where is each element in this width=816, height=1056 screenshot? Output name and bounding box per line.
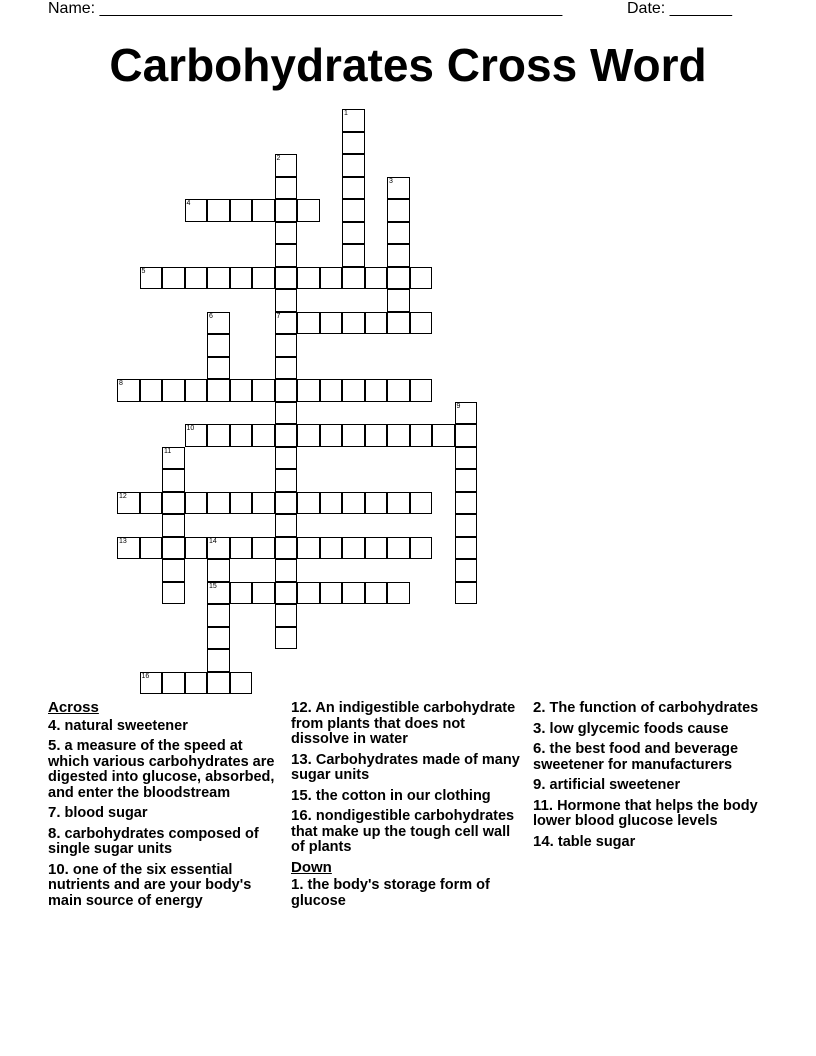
grid-cell[interactable] xyxy=(162,559,185,582)
grid-cell[interactable] xyxy=(320,537,343,560)
clue-number-label: 4 xyxy=(186,200,191,207)
clue-number-label: 9 xyxy=(456,402,461,410)
grid-cell[interactable] xyxy=(252,492,275,515)
grid-cell[interactable] xyxy=(342,582,365,605)
grid-cell[interactable] xyxy=(140,672,163,695)
grid-cell[interactable] xyxy=(387,177,410,200)
grid-cell[interactable] xyxy=(275,537,298,560)
grid-cell[interactable] xyxy=(365,424,388,447)
grid-cell[interactable] xyxy=(387,267,410,290)
grid-cell[interactable] xyxy=(162,492,185,515)
grid-cell[interactable] xyxy=(410,492,433,515)
clue-number-label: 12 xyxy=(119,492,127,500)
clue-number-label: 13 xyxy=(119,537,127,545)
clue-number-label: 11 xyxy=(164,447,172,455)
clue-number-label: 8 xyxy=(119,380,123,387)
grid-cell[interactable] xyxy=(140,492,163,515)
grid-cell[interactable] xyxy=(207,559,230,582)
grid-cell[interactable] xyxy=(410,424,433,447)
grid-cell[interactable] xyxy=(275,469,298,492)
clue-across-15: 15. the cotton in our clothing xyxy=(291,786,491,804)
grid-cell[interactable] xyxy=(455,424,478,447)
grid-cell[interactable] xyxy=(365,537,388,560)
grid-cell[interactable] xyxy=(207,199,230,222)
grid-cell[interactable] xyxy=(342,312,365,335)
grid-cell[interactable] xyxy=(140,537,163,560)
grid-cell[interactable] xyxy=(207,627,230,650)
clue-number-label: 14 xyxy=(209,537,217,545)
grid-cell[interactable] xyxy=(455,447,478,470)
grid-cell[interactable] xyxy=(162,267,185,290)
grid-cell[interactable] xyxy=(432,424,455,447)
clue-down-11: 11. Hormone that helps the body lower blood glucose levels xyxy=(533,796,758,829)
grid-cell[interactable] xyxy=(275,177,298,200)
grid-cell[interactable] xyxy=(342,424,365,447)
grid-cell[interactable] xyxy=(387,379,410,402)
grid-cell[interactable] xyxy=(342,222,365,245)
grid-cell[interactable] xyxy=(320,424,343,447)
across-heading: Across xyxy=(48,699,99,716)
grid-cell[interactable] xyxy=(207,379,230,402)
grid-cell[interactable] xyxy=(207,672,230,695)
clue-across-10: 10. one of the six essential nutrients and are your body's main source of energy xyxy=(48,860,252,909)
name-field-label: Name: ____________________________________________________ xyxy=(48,0,563,17)
grid-cell[interactable] xyxy=(387,222,410,245)
down-heading: Down xyxy=(291,858,332,876)
clue-column-3 xyxy=(533,700,769,854)
grid-cell[interactable] xyxy=(207,334,230,357)
clue-number-label: 1 xyxy=(344,110,348,117)
grid-cell[interactable] xyxy=(342,267,365,290)
grid-cell[interactable] xyxy=(162,672,185,695)
grid-cell[interactable] xyxy=(252,267,275,290)
grid-cell[interactable] xyxy=(185,379,208,402)
grid-cell[interactable] xyxy=(275,199,298,222)
grid-cell[interactable] xyxy=(275,379,298,402)
grid-cell[interactable] xyxy=(275,492,298,515)
grid-cell[interactable] xyxy=(320,267,343,290)
grid-cell[interactable] xyxy=(230,492,253,515)
grid-cell[interactable] xyxy=(275,559,298,582)
grid-cell[interactable] xyxy=(297,582,320,605)
grid-cell[interactable] xyxy=(275,222,298,245)
clue-across-13: 13. Carbohydrates made of many sugar units xyxy=(291,750,520,783)
grid-cell[interactable] xyxy=(387,199,410,222)
clue-across-5: 5. a measure of the speed at which various carbohydrates are digested into glucose, absorbed, and enter the bloodstream xyxy=(48,737,275,801)
grid-cell[interactable] xyxy=(455,537,478,560)
grid-cell[interactable] xyxy=(140,379,163,402)
grid-cell[interactable] xyxy=(297,267,320,290)
grid-cell[interactable] xyxy=(365,582,388,605)
grid-cell[interactable] xyxy=(365,379,388,402)
grid-cell[interactable] xyxy=(275,289,298,312)
clue-number-label: 7 xyxy=(276,312,281,320)
grid-cell[interactable] xyxy=(185,537,208,560)
grid-cell[interactable] xyxy=(410,312,433,335)
grid-cell[interactable] xyxy=(162,582,185,605)
clue-column-2 xyxy=(291,700,523,913)
clue-number-label: 16 xyxy=(141,672,150,680)
grid-cell[interactable] xyxy=(342,199,365,222)
clue-number-label: 15 xyxy=(209,582,217,590)
grid-cell[interactable] xyxy=(410,379,433,402)
clue-across-4: 4. natural sweetener xyxy=(48,716,188,734)
grid-cell[interactable] xyxy=(230,537,253,560)
grid-cell[interactable] xyxy=(230,199,253,222)
grid-cell[interactable] xyxy=(230,267,253,290)
grid-cell[interactable] xyxy=(387,244,410,267)
grid-cell[interactable] xyxy=(387,312,410,335)
grid-cell[interactable] xyxy=(275,244,298,267)
grid-cell[interactable] xyxy=(185,199,208,222)
grid-cell[interactable] xyxy=(252,537,275,560)
grid-cell[interactable] xyxy=(320,379,343,402)
clue-down-9: 9. artificial sweetener xyxy=(533,776,681,793)
clue-across-7: 7. blood sugar xyxy=(48,804,148,821)
grid-cell[interactable] xyxy=(207,492,230,515)
grid-cell[interactable] xyxy=(410,267,433,290)
grid-cell[interactable] xyxy=(162,469,185,492)
grid-cell[interactable] xyxy=(455,559,478,582)
grid-cell[interactable] xyxy=(365,267,388,290)
grid-cell[interactable] xyxy=(185,672,208,695)
grid-cell[interactable] xyxy=(297,537,320,560)
grid-cell[interactable] xyxy=(185,267,208,290)
grid-cell[interactable] xyxy=(207,604,230,627)
clue-down-3: 3. low glycemic foods cause xyxy=(533,719,729,737)
clue-down-14: 14. table sugar xyxy=(533,832,636,850)
date-field-label: Date: _______ xyxy=(627,0,732,17)
clue-number-label: 10 xyxy=(186,425,195,432)
clue-across-12: 12. An indigestible carbohydrate from plants that does not dissolve in water xyxy=(291,699,516,747)
grid-cell[interactable] xyxy=(207,267,230,290)
grid-cell[interactable] xyxy=(207,424,230,447)
grid-cell[interactable] xyxy=(297,379,320,402)
grid-cell[interactable] xyxy=(275,312,298,335)
grid-cell[interactable] xyxy=(207,649,230,672)
grid-cell[interactable] xyxy=(185,492,208,515)
grid-cell[interactable] xyxy=(320,582,343,605)
grid-cell[interactable] xyxy=(275,424,298,447)
clue-column-1 xyxy=(48,700,284,913)
grid-cell[interactable] xyxy=(342,244,365,267)
clue-number-label: 5 xyxy=(141,267,146,275)
grid-cell[interactable] xyxy=(185,424,208,447)
grid-cell[interactable] xyxy=(455,402,478,425)
clue-down-1: 1. the body's storage form of glucose xyxy=(291,876,490,909)
grid-cell[interactable] xyxy=(297,492,320,515)
grid-cell[interactable] xyxy=(320,492,343,515)
clue-across-16: 16. nondigestible carbohydrates that make up the tough cell wall of plants xyxy=(291,807,515,855)
grid-cell[interactable] xyxy=(387,537,410,560)
grid-cell[interactable] xyxy=(207,357,230,380)
grid-cell[interactable] xyxy=(297,199,320,222)
clue-number-label: 3 xyxy=(389,177,393,185)
grid-cell[interactable] xyxy=(455,582,478,605)
grid-cell[interactable] xyxy=(387,582,410,605)
grid-cell[interactable] xyxy=(117,537,140,560)
grid-cell[interactable] xyxy=(252,582,275,605)
grid-cell[interactable] xyxy=(230,582,253,605)
grid-cell[interactable] xyxy=(342,537,365,560)
grid-cell[interactable] xyxy=(342,177,365,200)
grid-cell[interactable] xyxy=(275,357,298,380)
grid-cell[interactable] xyxy=(117,492,140,515)
grid-cell[interactable] xyxy=(342,132,365,155)
grid-cell[interactable] xyxy=(252,379,275,402)
grid-cell[interactable] xyxy=(275,402,298,425)
grid-cell[interactable] xyxy=(162,514,185,537)
grid-cell[interactable] xyxy=(455,469,478,492)
clue-across-8: 8. carbohydrates composed of single sugar units xyxy=(48,824,259,857)
grid-cell[interactable] xyxy=(275,267,298,290)
grid-cell[interactable] xyxy=(140,267,163,290)
grid-cell[interactable] xyxy=(365,312,388,335)
clue-number-label: 6 xyxy=(209,312,213,320)
page-title: Carbohydrates Cross Word xyxy=(109,39,707,91)
grid-cell[interactable] xyxy=(230,379,253,402)
grid-cell[interactable] xyxy=(275,154,298,177)
grid-cell[interactable] xyxy=(207,537,230,560)
grid-cell[interactable] xyxy=(297,312,320,335)
clue-number-label: 2 xyxy=(276,155,281,162)
grid-cell[interactable] xyxy=(275,604,298,627)
clue-down-6: 6. the best food and beverage sweetener for manufacturers xyxy=(533,740,739,773)
grid-cell[interactable] xyxy=(207,582,230,605)
grid-cell[interactable] xyxy=(410,537,433,560)
grid-cell[interactable] xyxy=(342,109,365,132)
grid-cell[interactable] xyxy=(207,312,230,335)
grid-cell[interactable] xyxy=(252,424,275,447)
grid-cell[interactable] xyxy=(342,379,365,402)
grid-cell[interactable] xyxy=(387,492,410,515)
grid-cell[interactable] xyxy=(342,492,365,515)
grid-cell[interactable] xyxy=(275,582,298,605)
grid-cell[interactable] xyxy=(275,627,298,650)
grid-cell[interactable] xyxy=(297,424,320,447)
grid-cell[interactable] xyxy=(230,672,253,695)
grid-cell[interactable] xyxy=(275,514,298,537)
clue-down-2: 2. The function of carbohydrates xyxy=(533,699,759,716)
grid-cell[interactable] xyxy=(230,424,253,447)
grid-cell[interactable] xyxy=(275,447,298,470)
grid-cell[interactable] xyxy=(387,424,410,447)
grid-cell[interactable] xyxy=(162,447,185,470)
grid-cell[interactable] xyxy=(455,492,478,515)
grid-cell[interactable] xyxy=(252,199,275,222)
grid-cell[interactable] xyxy=(162,379,185,402)
grid-cell[interactable] xyxy=(342,154,365,177)
grid-cell[interactable] xyxy=(387,289,410,312)
grid-cell[interactable] xyxy=(117,379,140,402)
grid-cell[interactable] xyxy=(162,537,185,560)
grid-cell[interactable] xyxy=(275,334,298,357)
grid-cell[interactable] xyxy=(320,312,343,335)
grid-cell[interactable] xyxy=(365,492,388,515)
grid-cell[interactable] xyxy=(455,514,478,537)
